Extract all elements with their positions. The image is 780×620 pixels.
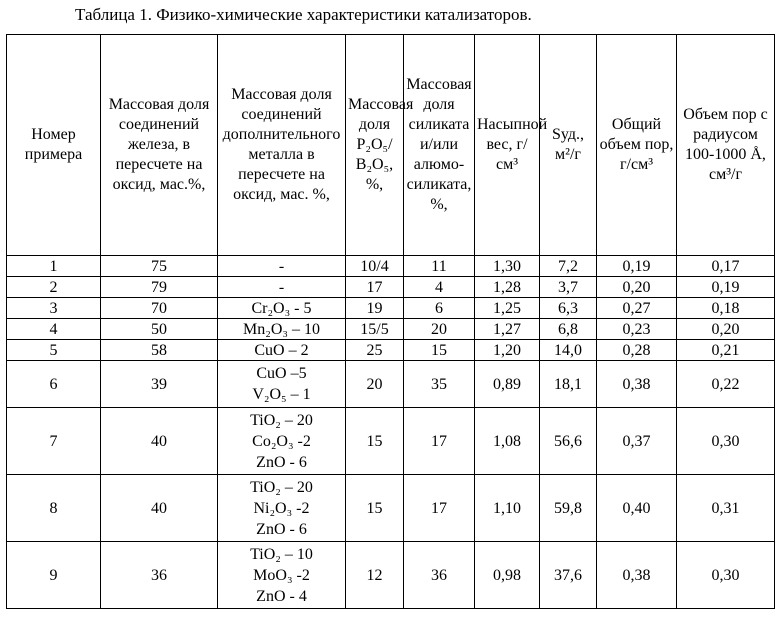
cell-number: 4 [7,319,101,340]
cell-bulk: 0,98 [475,542,540,609]
cell-bulk: 1,10 [475,475,540,542]
metal-line: MoO₃ -2 [253,566,310,584]
cell-metal [218,298,346,319]
cell-iron: 75 [101,256,218,277]
cell-metal [218,256,346,277]
cell-surface: 18,1 [540,361,597,408]
cell-iron: 79 [101,277,218,298]
metal-line: ZnO - 6 [256,520,307,538]
cell-metal [218,475,346,542]
table-row [7,542,775,609]
cell-silicate: 36 [404,542,475,609]
cell-total-volume: 0,37 [597,408,677,475]
cell-pore-volume: 0,20 [677,319,775,340]
table-row [7,319,775,340]
cell-pore-volume: 0,17 [677,256,775,277]
header-example-number: Номер примера [7,35,101,256]
cell-surface: 56,6 [540,408,597,475]
header-specific-surface: Sуд., м²/г [540,35,597,256]
metal-line: TiO₂ – 20 [250,478,313,496]
cell-total-volume: 0,19 [597,256,677,277]
cell-number: 2 [7,277,101,298]
cell-number: 1 [7,256,101,277]
cell-total-volume: 0,38 [597,361,677,408]
cell-pore-volume: 0,30 [677,408,775,475]
cell-p2o5: 19 [346,298,404,319]
table-row [7,340,775,361]
cell-bulk: 1,25 [475,298,540,319]
cell-bulk: 1,30 [475,256,540,277]
cell-surface: 14,0 [540,340,597,361]
cell-metal [218,319,346,340]
cell-silicate: 20 [404,319,475,340]
cell-iron: 50 [101,319,218,340]
cell-iron: 40 [101,408,218,475]
metal-line: Mn₂O₃ – 10 [243,320,320,338]
cell-total-volume: 0,23 [597,319,677,340]
cell-surface: 7,2 [540,256,597,277]
cell-number: 7 [7,408,101,475]
cell-bulk: 1,27 [475,319,540,340]
cell-silicate: 35 [404,361,475,408]
metal-line: ZnO - 4 [256,587,307,605]
cell-metal [218,361,346,408]
cell-number: 5 [7,340,101,361]
cell-number: 3 [7,298,101,319]
cell-metal [218,340,346,361]
header-bulk-density: Насыпной вес, г/см³ [475,35,540,256]
cell-silicate: 17 [404,475,475,542]
cell-iron: 39 [101,361,218,408]
cell-p2o5: 10/4 [346,256,404,277]
metal-line: TiO₂ – 10 [250,545,313,563]
cell-bulk: 1,28 [475,277,540,298]
metal-line: V₂O₅ – 1 [252,386,311,403]
cell-p2o5: 15 [346,475,404,542]
metal-line: ZnO - 6 [256,453,307,471]
cell-p2o5: 15 [346,408,404,475]
table-row [7,475,775,542]
cell-pore-volume: 0,19 [677,277,775,298]
header-row [7,35,775,256]
cell-p2o5: 12 [346,542,404,609]
cell-surface: 6,3 [540,298,597,319]
header-additional-metal-fraction: Массовая доля соединений дополнительного металла в пересчете на оксид, мас. %, [218,35,346,256]
cell-surface: 6,8 [540,319,597,340]
cell-bulk: 1,20 [475,340,540,361]
header-total-pore-volume: Общий объем пор, г/см³ [597,35,677,256]
cell-pore-volume: 0,22 [677,361,775,408]
cell-total-volume: 0,20 [597,277,677,298]
cell-iron: 58 [101,340,218,361]
table-row [7,408,775,475]
cell-iron: 40 [101,475,218,542]
cell-surface: 59,8 [540,475,597,542]
cell-silicate: 4 [404,277,475,298]
cell-total-volume: 0,38 [597,542,677,609]
header-pore-volume-100-1000: Объем пор с радиусом 100-1000 Å, см³/г [677,35,775,256]
cell-p2o5: 15/5 [346,319,404,340]
cell-pore-volume: 0,30 [677,542,775,609]
metal-line: CuO – 2 [254,341,309,359]
table-row [7,361,775,408]
table-row [7,298,775,319]
table-caption: Таблица 1. Физико-химические характеристики катализаторов. [75,5,532,24]
cell-iron: 36 [101,542,218,609]
cell-metal [218,277,346,298]
header-silicate-fraction: Массовая доля силиката и/или алюмо-силиката, %, [404,35,475,256]
cell-number: 9 [7,542,101,609]
header-p2o5-b2o5-fraction: Массовая доля P₂O₅/ B₂O₅, %, [346,35,404,256]
table-row [7,277,775,298]
metal-line: - [278,257,285,275]
cell-silicate: 6 [404,298,475,319]
cell-silicate: 11 [404,256,475,277]
header-iron-fraction: Массовая доля соединений железа, в пересчете на оксид, мас.%, [101,35,218,256]
cell-total-volume: 0,40 [597,475,677,542]
metal-line: TiO₂ – 20 [250,411,313,429]
cell-number: 6 [7,361,101,408]
metal-line: - [278,278,285,296]
metal-line: Ni₂O₃ -2 [253,499,310,517]
cell-metal [218,408,346,475]
metal-line: Co₂O₃ -2 [252,432,311,450]
catalyst-properties-table [6,34,775,609]
cell-pore-volume: 0,18 [677,298,775,319]
cell-surface: 3,7 [540,277,597,298]
cell-silicate: 15 [404,340,475,361]
cell-silicate: 17 [404,408,475,475]
metal-line: Cr₂O₃ - 5 [251,299,312,317]
cell-total-volume: 0,28 [597,340,677,361]
cell-surface: 37,6 [540,542,597,609]
cell-number: 8 [7,475,101,542]
cell-p2o5: 25 [346,340,404,361]
metal-line: CuO –5 [256,365,307,382]
cell-p2o5: 17 [346,277,404,298]
cell-total-volume: 0,27 [597,298,677,319]
cell-pore-volume: 0,31 [677,475,775,542]
cell-pore-volume: 0,21 [677,340,775,361]
cell-p2o5: 20 [346,361,404,408]
cell-metal [218,542,346,609]
table-row [7,256,775,277]
cell-bulk: 1,08 [475,408,540,475]
cell-iron: 70 [101,298,218,319]
cell-bulk: 0,89 [475,361,540,408]
